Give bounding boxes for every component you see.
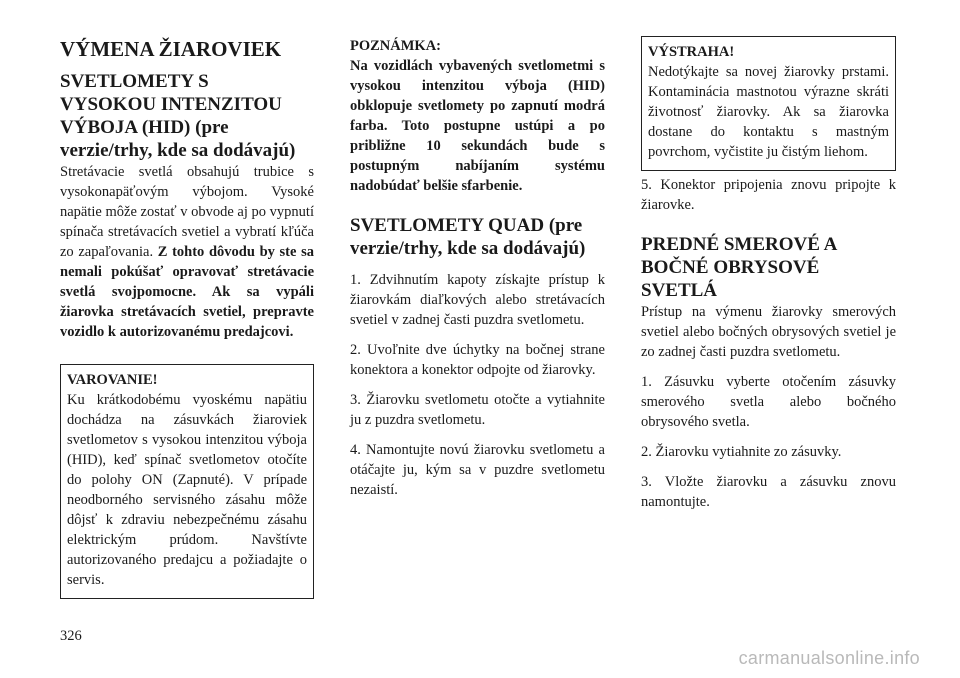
caution-text: Nedotýkajte sa novej žiarovky prstami. Kontaminácia mastnotou výrazne skráti životnosť žiarovky. Ak sa žiarovka dostane do kontaktu s mastným povrchom, vyčistite ju čistým liehom. <box>648 64 889 160</box>
turn-step-2: 2. Žiarovku vytiahnite zo zásuvky. <box>641 444 842 460</box>
turn-step-1: 1. Zásuvku vyberte otočením zásuvky smerového svetla alebo bočného obrysového svetla. <box>641 374 896 430</box>
quad-step-3: 3. Žiarovku svetlometu otočte a vytiahnite ju z puzdra svetlometu. <box>350 392 605 428</box>
turn-step-3: 3. Vložte žiarovku a zásuvku znovu namontujte. <box>641 474 896 510</box>
hid-title-line: VÝBOJA (HID) (pre <box>60 117 229 138</box>
turn-signal-section-title <box>641 233 896 302</box>
warning-heading: VAROVANIE! <box>67 372 158 388</box>
turn-title-line: SVETLÁ <box>641 280 718 301</box>
quad-section-title <box>350 214 605 260</box>
warning-box <box>60 364 314 599</box>
column-right <box>641 36 896 512</box>
note-heading: POZNÁMKA: <box>350 38 442 54</box>
hid-title-line: VYSOKOU INTENZITOU <box>60 94 282 115</box>
page-title: VÝMENA ŽIAROVIEK <box>60 37 282 61</box>
quad-step-4: 4. Namontujte novú žiarovku svetlometu a otáčajte ju, kým sa v puzdre svetlometu nezaistí. <box>350 442 605 498</box>
hid-bold-text: Z tohto dôvodu by ste sa nemali pokúšať opravovať stretávacie svetlá svojpomocne. Ak sa vypáli žiarovka stretávacích svetiel, prepravte vozidlo k autorizovanému predajcovi. <box>60 244 315 340</box>
quad-title-line: verzie/trhy, kde sa dodávajú) <box>350 238 586 259</box>
warning-text: Ku krátkodobému vyoskému napätiu dochádza na zásuvkách žiaroviek svetlometov s vysokou intenzitou výboja (HID), keď spínač svetlometov otočíte do polohy ON (Zapnuté). V prípade neodborného servisného zásahu môže dôjsť k zdraviu nebezpečnému zásahu elektrickým prúdom. Navštívte autorizovaného predajcu a požiadajte o servis. <box>67 392 307 588</box>
hid-text: Stretávacie svetlá obsahujú trubice s vysokonapäťovým výbojom. Vysoké napätie môže zostať v obvode aj po vypnutí spínača stretávacích svetiel a vybratí kľúča zo zapaľovania. <box>60 164 314 260</box>
page-number: 326 <box>60 628 82 644</box>
watermark: carmanualsonline.info <box>738 648 920 668</box>
column-middle <box>350 36 605 500</box>
quad-step-5: 5. Konektor pripojenia znovu pripojte k žiarovke. <box>641 177 896 213</box>
column-left <box>60 36 314 599</box>
quad-step-2: 2. Uvoľnite dve úchytky na bočnej strane konektora a konektor odpojte od žiarovky. <box>350 342 605 378</box>
quad-step-1: 1. Zdvihnutím kapoty získajte prístup k žiarovkám diaľkových alebo stretávacích svetiel v zadnej časti puzdra svetlometu. <box>350 272 605 328</box>
note-text: Na vozidlách vybavených svetlometmi s vysokou intenzitou výboja (HID) obklopuje svetlomety po zapnutí modrá farba. Toto postupne ustúpi a po približne 10 sekundách bude s postupným nabíjaním systému nadobúdať belšie sfarbenie. <box>350 58 605 194</box>
turn-title-line: PREDNÉ SMEROVÉ A <box>641 234 838 255</box>
hid-title-line: verzie/trhy, kde sa dodávajú) <box>60 140 296 161</box>
quad-title-line: SVETLOMETY QUAD (pre <box>350 215 583 236</box>
hid-section-title <box>60 70 314 162</box>
turn-title-line: BOČNÉ OBRYSOVÉ <box>641 257 820 278</box>
hid-title-line: SVETLOMETY S <box>60 71 209 92</box>
caution-box <box>641 36 896 171</box>
caution-heading: VÝSTRAHA! <box>648 44 735 60</box>
turn-intro: Prístup na výmenu žiarovky smerových svetiel alebo bočných obrysových svetiel je zo zadnej časti puzdra svetlometu. <box>641 304 896 360</box>
hid-paragraph <box>60 162 314 342</box>
